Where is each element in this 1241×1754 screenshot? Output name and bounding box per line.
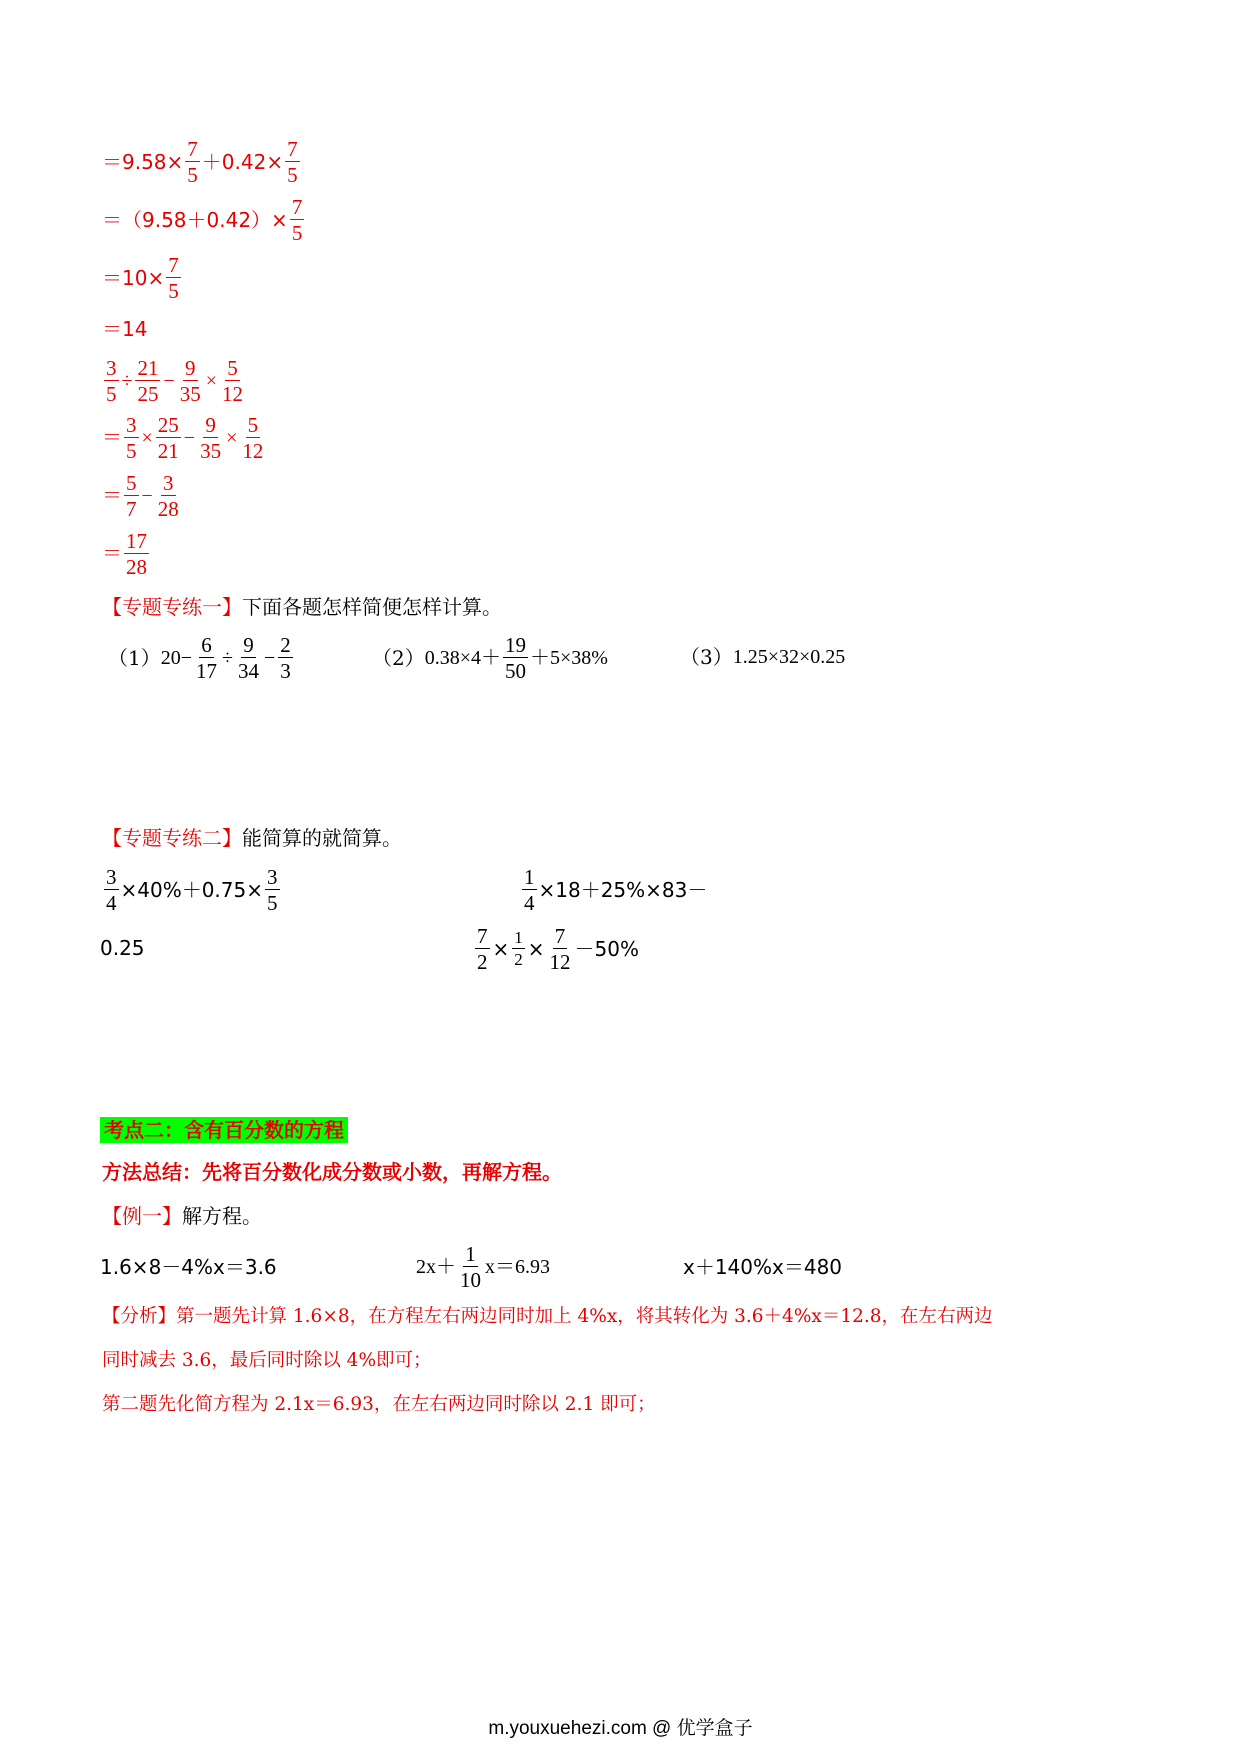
operator: − <box>141 485 153 508</box>
expr-text: ×18＋25%×83－ <box>538 878 708 903</box>
fraction <box>185 138 200 186</box>
expr-text: ×40%＋0.75× <box>120 878 263 903</box>
topic-2-title <box>100 1117 348 1143</box>
expr-text: x＋140%x＝480 <box>683 1255 843 1279</box>
denominator: 5 <box>267 891 278 916</box>
denominator: 21 <box>157 439 179 464</box>
denominator: 35 <box>179 382 201 407</box>
numerator: 3 <box>106 356 117 380</box>
numerator: 3 <box>126 413 137 437</box>
operator: × <box>141 427 153 450</box>
numerator: 7 <box>168 253 179 277</box>
numerator: 9 <box>185 356 196 380</box>
denominator: 5 <box>126 439 137 464</box>
solution-b-question <box>102 357 247 405</box>
practice-1-problem-3 <box>680 647 845 667</box>
operator: − <box>264 647 276 670</box>
denominator: 2 <box>477 950 488 975</box>
practice-2-question-2 <box>520 866 707 914</box>
analysis-text: 第二题先化简方程为 2.1x＝6.93，在左右两边同时除以 2.1 即可； <box>102 1394 656 1415</box>
fraction <box>458 1243 483 1291</box>
practice-2-question-1 <box>102 866 282 914</box>
denominator: 10 <box>460 1268 481 1293</box>
practice-2-heading <box>102 828 402 848</box>
numerator: 6 <box>201 633 212 657</box>
operator: − <box>183 427 196 450</box>
denominator: 35 <box>200 439 222 464</box>
numerator: 21 <box>137 356 159 380</box>
topic-title-highlight: 考点二：含有百分数的方程 <box>100 1117 348 1143</box>
expr-text: ＋0.42× <box>201 150 284 175</box>
section-tag: 【专题专练二】 <box>102 826 242 850</box>
numerator: 7 <box>477 924 488 948</box>
analysis-text: 同时减去 3.6，最后同时除以 4%即可； <box>102 1350 432 1371</box>
numerator: 2 <box>280 633 291 657</box>
operator: − <box>163 370 175 393</box>
operator: ÷ <box>121 370 133 393</box>
denominator: 3 <box>280 659 291 684</box>
page-footer: m.youxuehezi.com @ 优学盒子 <box>488 1718 753 1739</box>
equals-sign: ＝ <box>102 485 122 508</box>
method-text: 方法总结：先将百分数化成分数或小数，再解方程。 <box>102 1160 562 1184</box>
numerator: 7 <box>187 137 198 161</box>
numerator: 9 <box>205 413 216 437</box>
fraction <box>503 634 528 682</box>
fraction <box>512 929 525 969</box>
fraction <box>548 925 573 973</box>
numerator: 7 <box>291 195 303 219</box>
denominator: 7 <box>126 497 137 522</box>
practice-1-problem-1 <box>108 634 295 682</box>
denominator: 50 <box>505 659 527 684</box>
numerator: 7 <box>287 137 298 161</box>
expr-text: ＝14 <box>102 317 148 341</box>
expr-text: ＝10× <box>102 266 165 291</box>
fraction <box>240 414 265 462</box>
section-instruction: 下面各题怎样简便怎样计算。 <box>242 595 502 619</box>
denominator: 4 <box>106 891 117 916</box>
denominator: 17 <box>196 659 218 684</box>
fraction <box>104 866 119 914</box>
practice-1-heading <box>102 597 502 617</box>
solution-a-line-2 <box>102 196 306 244</box>
fraction <box>156 414 181 462</box>
numerator: 3 <box>163 471 174 495</box>
numerator: 9 <box>243 633 254 657</box>
section-tag: 【例一】 <box>102 1204 182 1228</box>
method-summary <box>102 1162 562 1182</box>
numerator: 1 <box>524 865 535 889</box>
problem-number: （3） <box>680 645 733 669</box>
denominator: 12 <box>549 950 571 975</box>
expr-text: 1.25×32×0.25 <box>732 646 846 668</box>
fraction <box>220 357 245 405</box>
numerator: 3 <box>106 865 117 889</box>
solution-a-line-1 <box>102 138 302 186</box>
operator: × <box>492 937 510 962</box>
practice-1-problem-2 <box>372 634 608 682</box>
numerator: 1 <box>514 928 523 948</box>
problem-number: （1） <box>108 646 161 671</box>
operator: ÷ <box>222 647 233 670</box>
solution-b-step-2 <box>102 472 183 520</box>
fraction <box>124 530 149 578</box>
denominator: 28 <box>126 555 147 580</box>
operator: × <box>226 427 238 450</box>
expr-text: 20− <box>160 647 193 670</box>
problem-number: （2） <box>372 646 425 671</box>
fraction <box>166 254 181 302</box>
numerator: 19 <box>505 633 527 657</box>
numerator: 3 <box>267 865 278 889</box>
denominator: 5 <box>291 221 303 246</box>
expr-text: 0.38×4＋ <box>424 647 502 670</box>
expr-text: 0.25 <box>100 936 145 960</box>
denominator: 5 <box>287 163 298 188</box>
solution-a-line-3 <box>102 254 183 302</box>
fraction <box>178 357 203 405</box>
expr-text: 1.6×8－4%x＝3.6 <box>100 1255 277 1279</box>
fraction <box>522 866 537 914</box>
fraction <box>135 357 160 405</box>
denominator: 5 <box>168 279 179 304</box>
equals-sign: ＝ <box>102 543 122 566</box>
analysis-line-3 <box>102 1396 656 1415</box>
fraction <box>278 634 293 682</box>
section-instruction: 解方程。 <box>182 1204 262 1228</box>
numerator: 5 <box>126 471 137 495</box>
fraction <box>236 634 261 682</box>
numerator: 5 <box>227 356 238 380</box>
fraction <box>194 634 219 682</box>
fraction <box>124 472 139 520</box>
equation-3 <box>683 1257 842 1277</box>
solution-b-step-1 <box>102 414 267 462</box>
expr-text: －50% <box>574 937 639 962</box>
denominator: 5 <box>106 382 117 407</box>
equation-2 <box>416 1243 550 1291</box>
fraction <box>285 138 300 186</box>
fraction <box>290 196 305 244</box>
denominator: 5 <box>187 163 198 188</box>
fraction <box>475 925 490 973</box>
analysis-line-1 <box>102 1308 993 1327</box>
fraction <box>124 414 139 462</box>
denominator: 34 <box>238 659 259 684</box>
fraction <box>156 472 181 520</box>
example-1-heading <box>102 1206 262 1226</box>
numerator: 5 <box>247 413 259 437</box>
section-instruction: 能简算的就简算。 <box>242 826 402 850</box>
solution-b-step-3 <box>102 530 151 578</box>
practice-2-question-1-tail <box>100 938 145 958</box>
section-tag: 【专题专练一】 <box>102 595 242 619</box>
denominator: 4 <box>524 891 535 916</box>
operator: × <box>527 937 545 962</box>
expr-text: 2x＋ <box>416 1256 456 1279</box>
expr-text: ＝（9.58＋0.42）× <box>102 208 288 233</box>
denominator: 25 <box>137 382 159 407</box>
section-tag: 【分析】 <box>102 1306 177 1327</box>
numerator: 25 <box>157 413 179 437</box>
fraction <box>265 866 280 914</box>
equation-1 <box>100 1257 277 1277</box>
expr-text: x＝6.93 <box>485 1256 550 1279</box>
operator: × <box>205 370 218 393</box>
equals-sign: ＝ <box>102 427 122 450</box>
numerator: 17 <box>126 529 147 553</box>
numerator: 1 <box>465 1242 476 1266</box>
analysis-line-2 <box>102 1352 432 1371</box>
solution-a-line-4 <box>102 319 147 339</box>
denominator: 2 <box>514 950 523 970</box>
numerator: 7 <box>554 924 566 948</box>
fraction <box>104 357 119 405</box>
denominator: 12 <box>222 382 244 407</box>
expr-text: ＋5×38% <box>530 647 608 670</box>
denominator: 28 <box>157 497 179 522</box>
analysis-text: 第一题先计算 1.6×8，在方程左右两边同时加上 4%x，将其转化为 3.6＋4%x＝12.8，在左右两边 <box>176 1306 993 1327</box>
fraction <box>198 414 223 462</box>
expr-text: ＝9.58× <box>102 150 184 175</box>
denominator: 12 <box>242 439 264 464</box>
practice-2-question-3 <box>473 925 639 973</box>
